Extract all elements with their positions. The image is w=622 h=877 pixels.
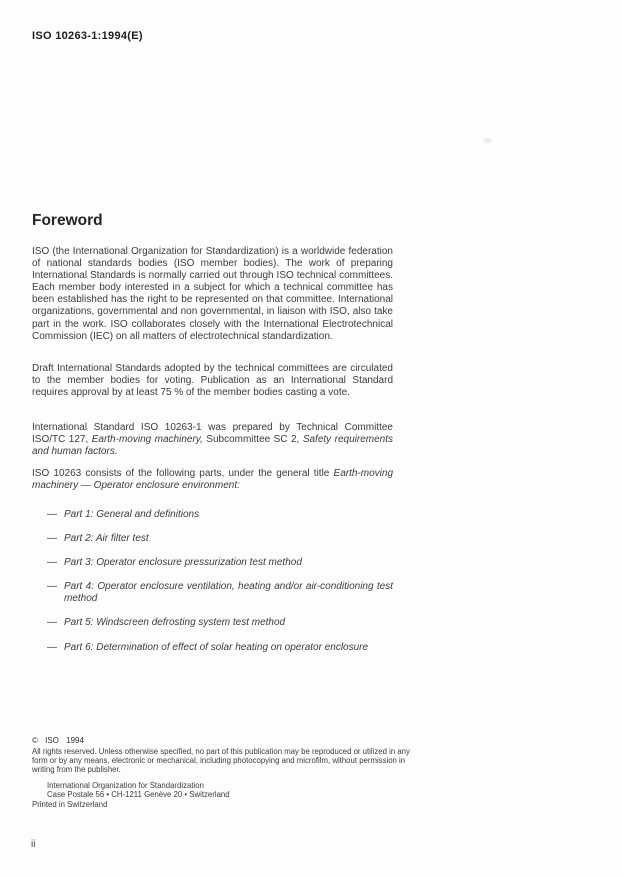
paragraph-technical-committee	[32, 422, 393, 458]
text-segment-italic: Safety requirements and human factors.	[32, 434, 393, 458]
paragraph-parts-intro	[32, 468, 393, 492]
dash-marker: —	[47, 581, 57, 593]
list-item-part-5	[47, 617, 393, 629]
foreword-heading: Foreword	[32, 212, 103, 229]
paragraph-iso-description: ISO (the International Organization for Standardization) is a worldwide federation of national standards bodies (ISO member bodies). The work of preparing International Standards is normally carried out through ISO technical committees. Each member body interested in a subject for which a technical committee has been established has the right to be represented on that committee. International organizations, governmental and non governmental, in liaison with ISO, also take part in the work. ISO collaborates closely with the International Electrotechnical Commission (IEC) on all matters of electrotechnical standardization.	[32, 246, 393, 342]
copyright-line: © ISO 1994	[32, 736, 84, 745]
text-segment: ISO 10263 consists of the following parts, under the general title	[32, 468, 334, 479]
text-segment-italic: Earth-moving machinery — Operator enclosure environment:	[32, 468, 393, 492]
part-label: Part 2: Air filter test	[64, 533, 149, 545]
dash-marker: —	[47, 617, 57, 629]
list-item-part-3	[47, 557, 393, 569]
publisher-name: International Organization for Standardization	[47, 781, 204, 790]
publisher-address: Case Postale 56 • CH-1211 Genève 20 • Switzerland	[47, 790, 230, 800]
parts-list	[47, 509, 393, 666]
document-number-header: ISO 10263-1:1994(E)	[32, 30, 143, 42]
text-segment-italic: Earth-moving machinery,	[91, 434, 203, 446]
list-item-part-6	[47, 642, 393, 654]
text-segment: Subcommittee SC 2,	[202, 434, 303, 446]
part-label: Part 5: Windscreen defrosting system test method	[64, 617, 286, 629]
part-label: Part 3: Operator enclosure pressurization test method	[64, 557, 302, 569]
list-item-part-2	[47, 533, 393, 545]
text-segment: International Standard ISO 10263-1 was prepared by Technical Committee ISO/TC 127,	[32, 422, 393, 446]
rights-notice: All rights reserved. Unless otherwise specified, no part of this publication may be reproduced or utilized in any form or by any means, electronic or mechanical, including photocopying and microfilm, without permission in writing from the publisher.	[32, 747, 410, 774]
scan-artifact	[483, 138, 492, 143]
part-label: Part 6: Determination of effect of solar heating on operator enclosure	[64, 641, 369, 653]
page-number: ii	[31, 839, 36, 850]
printed-in-line: Printed in Switzerland	[32, 800, 108, 809]
part-label: Part 4: Operator enclosure ventilation, heating and/or air-conditioning test method	[64, 581, 393, 605]
dash-marker: —	[47, 509, 57, 520]
publisher-block	[47, 781, 230, 800]
dash-marker: —	[47, 557, 57, 569]
paragraph-draft-standards: Draft International Standards adopted by the technical committees are circulated to the member bodies for voting. Publication as an International Standard requires approval by at least 75 % of the member bodies casting a vote.	[32, 363, 393, 399]
list-item-part-4	[47, 581, 393, 605]
list-item-part-1	[47, 509, 393, 521]
dash-marker: —	[47, 533, 57, 545]
dash-marker: —	[47, 641, 57, 653]
part-label: Part 1: General and definitions	[64, 509, 200, 520]
